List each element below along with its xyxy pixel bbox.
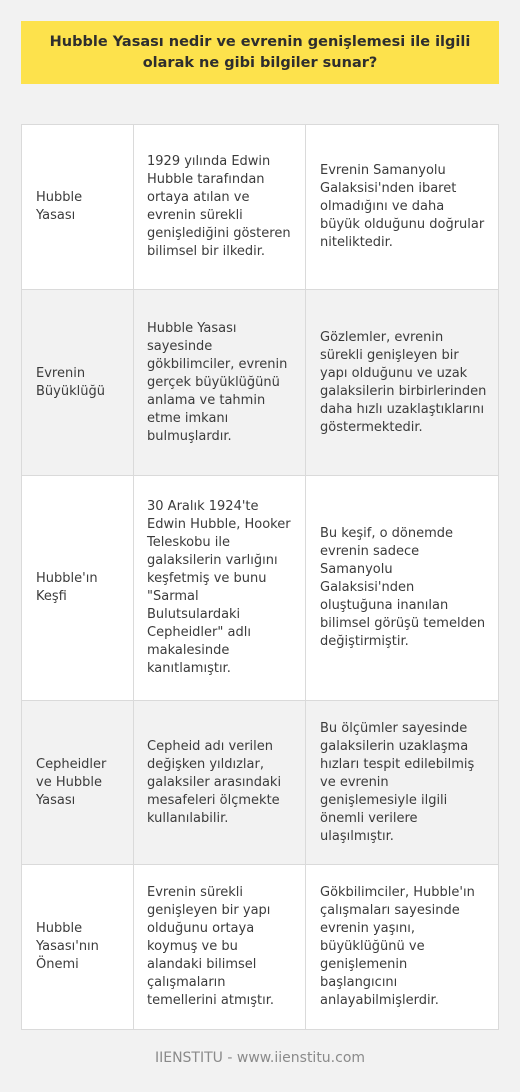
row-description: 1929 yılında Edwin Hubble tarafından ortaya atılan ve evrenin sürekli genişlediğini gösteren bilimsel bir ilkedir. (134, 125, 306, 289)
row-detail: Gökbilimciler, Hubble'ın çalışmaları sayesinde evrenin yaşını, büyüklüğünü ve genişlemenin başlangıcını anlayabilmişlerdir. (320, 885, 475, 1008)
row-detail: Evrenin Samanyolu Galaksisi'nden ibaret olmadığını ve daha büyük olduğunu doğrular niteliktedir. (320, 163, 485, 250)
footer-credit: IIENSTITU - www.iienstitu.com (154, 1050, 366, 1066)
row-topic: Hubble Yasası (22, 125, 134, 289)
row-topic: Hubble'ın Keşfi (22, 476, 134, 700)
row-description: Evrenin sürekli genişleyen bir yapı olduğunu ortaya koymuş ve bu alandaki bilimsel çalışmaların temellerini atmıştır. (134, 865, 306, 1029)
table-row (22, 476, 498, 701)
row-detail: Bu ölçümler sayesinde galaksilerin uzaklaşma hızları tespit edilebilmiş ve evrenin genişlemesiyle ilgili önemli verilere ulaşılmıştır. (320, 720, 475, 844)
table-row (22, 125, 498, 290)
title-banner (21, 21, 499, 84)
table-row (22, 290, 498, 476)
row-description: Hubble Yasası sayesinde gökbilimciler, evrenin gerçek büyüklüğünü anlama ve tahmin etme imkanı bulmuşlardır. (134, 290, 306, 475)
table-row (22, 701, 498, 865)
row-topic: Hubble Yasası'nın Önemi (22, 865, 134, 1029)
row-description: 30 Aralık 1924'te Edwin Hubble, Hooker Teleskobu ile galaksilerin varlığını keşfetmiş ve bunu "Sarmal Bulutsulardaki Cepheidler" adlı makalesinde kanıtlamıştır. (134, 476, 306, 700)
row-topic: Cepheidler ve Hubble Yasası (22, 701, 134, 864)
row-description: Cepheid adı verilen değişken yıldızlar, galaksiler arasındaki mesafeleri ölçmekte kullanılabilir. (134, 701, 306, 864)
table-row (22, 865, 498, 1029)
row-topic: Evrenin Büyüklüğü (22, 290, 134, 475)
page-title: Hubble Yasası nedir ve evrenin genişlemesi ile ilgili olarak ne gibi bilgiler sunar? (49, 33, 471, 71)
row-detail: Bu keşif, o dönemde evrenin sadece Samanyolu Galaksisi'nden oluştuğuna inanılan bilimsel görüşü temelden değiştirmiştir. (320, 526, 486, 649)
row-detail: Gözlemler, evrenin sürekli genişleyen bir yapı olduğunu ve uzak galaksilerin birbirlerinden daha hızlı uzaklaştıklarını göstermektedir. (320, 329, 487, 435)
info-table (21, 124, 499, 1030)
